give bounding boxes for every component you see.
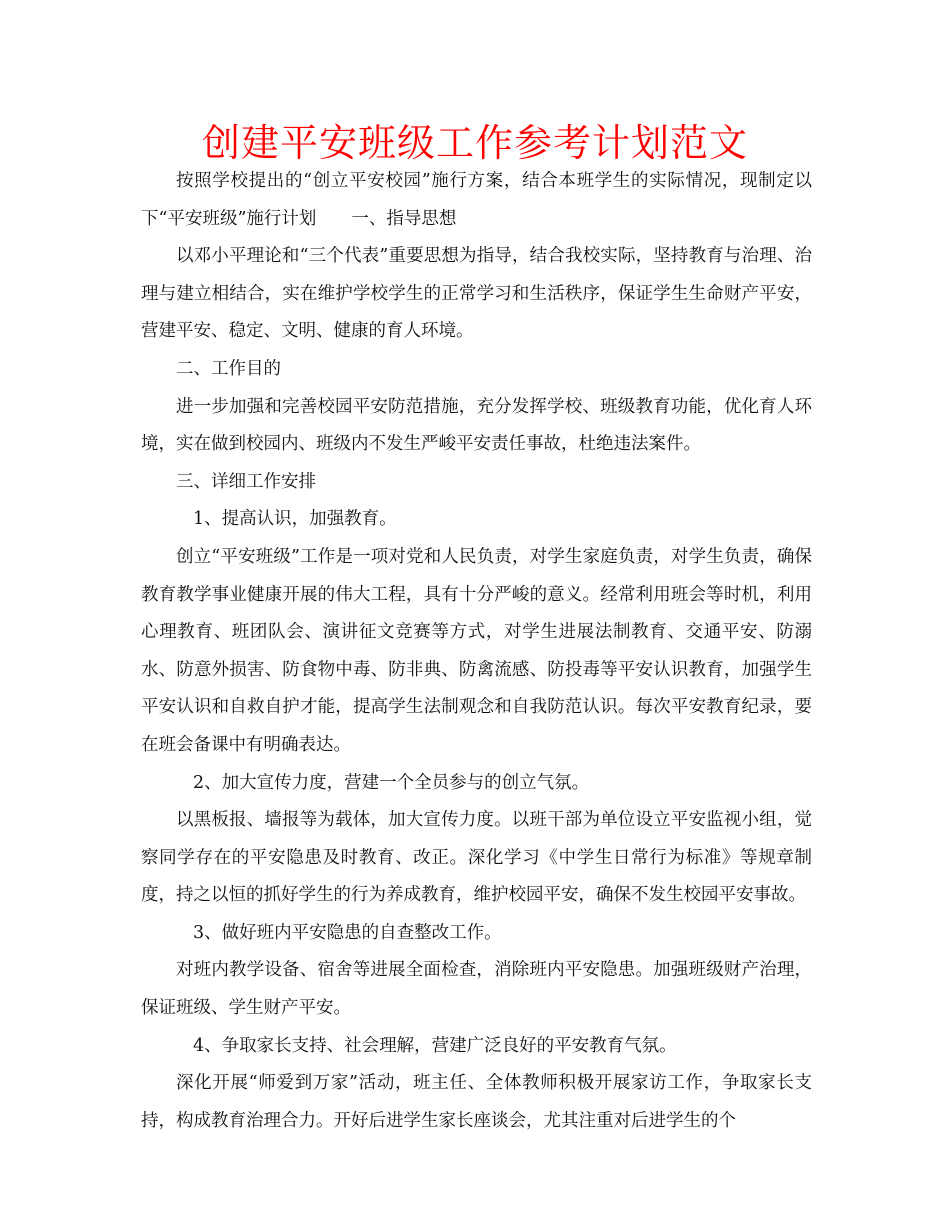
item-paragraph-3: 对班内教学设备、宿舍等进展全面检查，消除班内平安隐患。加强班级财产治理，保证班级、学生财产平安。 — [141, 960, 812, 1019]
goals-paragraph: 进一步加强和完善校园平安防范措施，充分发挥学校、班级教育功能，优化育人环境，实在做到校园内、班级内不发生严峻平安责任事故，杜绝违法案件。 — [141, 396, 812, 455]
item-heading-3: 3、做好班内平安隐患的自查整改工作。 — [193, 922, 502, 943]
document-title: 创建平安班级工作参考计划范文 — [201, 121, 748, 165]
item-heading-1: 1、提高认识，加强教育。 — [193, 509, 397, 530]
section-heading-goals: 二、工作目的 — [176, 358, 281, 379]
item-paragraph-2: 以黑板报、墙报等为载体，加大宣传力度。以班干部为单位设立平安监视小组，觉察同学存在的平安隐患及时教育、改正。深化学习《中学生日常行为标准》等规章制度，持之以恒的抓好学生的行为养成教育，维护校园平安，确保不发生校园平安事故。 — [141, 810, 812, 906]
item-heading-2: 2、加大宣传力度，营建一个全员参与的创立气氛。 — [193, 772, 590, 793]
item-paragraph-1: 创立“平安班级”工作是一项对党和人民负责，对学生家庭负责，对学生负责，确保教育教学事业健康开展的伟大工程，具有十分严峻的意义。经常利用班会等时机，利用心理教育、班团队会、演讲征文竞赛等方式，对学生进展法制教育、交通平安、防溺水、防意外损害、防食物中毒、防非典、防禽流感、防投毒等平安认识教育，加强学生平安认识和自救自护才能，提高学生法制观念和自我防范认识。每次平安教育纪录，要在班会备课中有明确表达。 — [141, 546, 812, 755]
guiding-thought-paragraph: 以邓小平理论和“三个代表”重要思想为指导，结合我校实际，坚持教育与治理、治理与建立相结合，实在维护学校学生的正常学习和生活秩序，保证学生生命财产平安，营建平安、稳定、文明、健康的育人环境。 — [141, 246, 812, 342]
document-body — [141, 163, 812, 1140]
item-paragraph-4: 深化开展“师爱到万家”活动，班主任、全体教师积极开展家访工作，争取家长支持，构成教育治理合力。开好后进学生家长座谈会，尤其注重对后进学生的个 — [141, 1073, 812, 1131]
intro-paragraph: 按照学校提出的“创立平安校园”施行方案，结合本班学生的实际情况，现制定以下“平安班级”施行计划 一、指导思想 — [141, 171, 812, 229]
section-heading-arrangements: 三、详细工作安排 — [176, 471, 316, 492]
item-heading-4: 4、争取家长支持、社会理解，营建广泛良好的平安教育气氛。 — [193, 1035, 677, 1056]
